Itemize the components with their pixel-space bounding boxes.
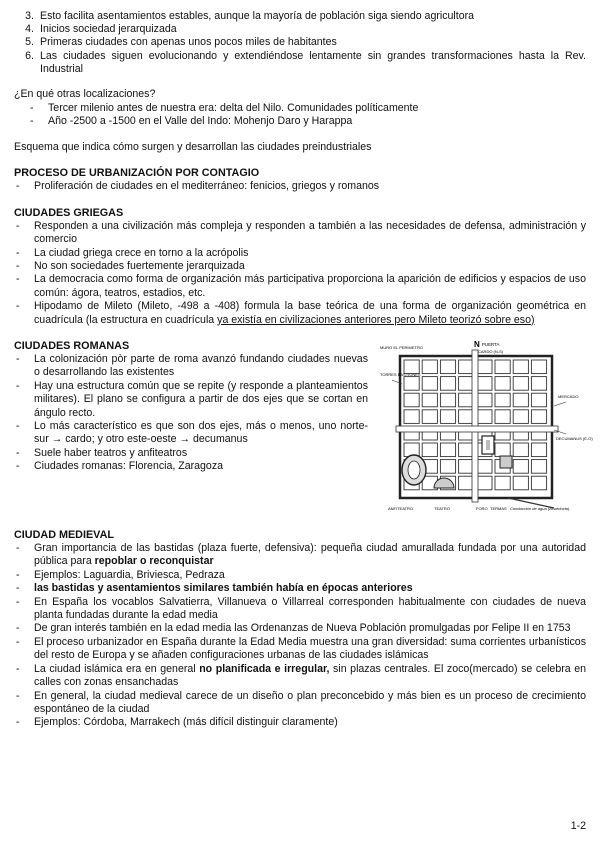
list-item: - En general, la ciudad medieval carece de un diseño o plan preconcebido y más bien es un proceso de crecimiento espontáneo de la ciudad — [16, 689, 586, 715]
list-item: 6. Las ciudades siguen evolucionando y extendiéndose lentamente sin grandes transformaciones hasta la Rev. Industrial — [25, 49, 586, 75]
mercado-label: MERCADO — [558, 394, 579, 400]
city-block — [513, 377, 528, 391]
city-block — [422, 410, 437, 424]
city-block — [422, 443, 437, 457]
city-block — [440, 443, 455, 457]
city-block — [531, 410, 546, 424]
section-title-medieval: CIUDAD MEDIEVAL — [14, 529, 114, 542]
city-block — [477, 377, 492, 391]
list-item: - El proceso urbanizador en España durante la Edad Media muestra una gran diversidad: suma corrientes urbanísticos del resto de Europa y se añaden configuraciones urbanas de las ciudades islámicas — [16, 635, 586, 662]
city-block — [513, 410, 528, 424]
cardo-label: CARDO (N-S) — [478, 349, 504, 355]
city-block — [404, 377, 419, 391]
city-block — [404, 393, 419, 407]
city-block — [495, 410, 510, 424]
esquema-text: Esquema que indica cómo surgen y desarrollan las ciudades preindustriales — [14, 140, 372, 153]
city-block — [531, 443, 546, 457]
city-block — [477, 360, 492, 374]
city-block — [459, 460, 474, 474]
decumanus-axis — [396, 426, 558, 432]
list-item: - Ciudades romanas: Florencia, Zaragoza — [16, 460, 224, 473]
list-item: - Proliferación de ciudades en el mediterráneo: fenicios, griegos y romanos — [16, 180, 380, 193]
city-block — [459, 476, 474, 490]
city-block — [477, 476, 492, 490]
city-block — [459, 410, 474, 424]
section-title-romanas: CIUDADES ROMANAS — [14, 340, 130, 353]
list-item: - Año -2500 a -1500 en el Valle del Indo: Mohenjo Daro y Harappa — [30, 115, 353, 128]
city-block — [459, 443, 474, 457]
foro-label: FORO — [476, 506, 488, 512]
list-item: - La ciudad griega crece en torno a la acrópolis — [16, 246, 249, 259]
city-block — [495, 443, 510, 457]
city-block — [513, 476, 528, 490]
muro-label: MURO EL PERIMETRO — [380, 345, 423, 351]
city-block — [477, 460, 492, 474]
city-block — [531, 377, 546, 391]
city-block — [440, 377, 455, 391]
list-item: - De gran interés también en la edad media las Ordenanzas de Nueva Población promulgadas por Felipe II en 1753 — [16, 622, 571, 635]
city-block — [531, 393, 546, 407]
roman-city-plan-figure — [378, 340, 593, 516]
termas-label: TERMAS — [490, 506, 507, 512]
section-title-griegas: CIUDADES GRIEGAS — [14, 206, 124, 219]
list-item: - La democracia como forma de organización más participativa proporciona la aparición de edificios y espacios de uso común: ágora, teatros, estadios, etc. — [16, 273, 586, 299]
list-item: - Tercer milenio antes de nuestra era: delta del Nilo. Comunidades políticamente — [30, 101, 419, 114]
city-block — [440, 410, 455, 424]
city-block — [477, 393, 492, 407]
city-block — [422, 360, 437, 374]
decumanus-label: DECUMANUS (E-O) — [556, 436, 593, 442]
list-item: - La colonización pòr parte de roma avanzó fundando ciudades nuevas o desarrollando las existentes — [16, 353, 368, 379]
section-title-contagio: PROCESO DE URBANIZACIÓN POR CONTAGIO — [14, 167, 260, 180]
city-block — [459, 360, 474, 374]
localizaciones-question: ¿En qué otras localizaciones? — [14, 88, 156, 101]
list-item: - En España los vocablos Salvatierra, Villanueva o Villarreal corresponden habitualmente con ciudades de nueva planta fundadas durante la edad media — [16, 595, 586, 622]
list-item: - Suele haber teatros y anfiteatros — [16, 446, 188, 459]
city-block — [459, 377, 474, 391]
city-block — [404, 410, 419, 424]
list-item: - No son sociedades fuertemente jerarquizada — [16, 260, 245, 273]
list-item: - La ciudad islámica era en general no planificada e irregular, sin plazas centrales. El zoco(mercado) se celebra en calles con zonas ensanchadas — [16, 662, 587, 689]
city-block — [495, 360, 510, 374]
list-item: - Ejemplos: Córdoba, Marrakech (más difícil distinguir claramente) — [16, 716, 338, 729]
city-block — [513, 360, 528, 374]
list-item: 4. Inicios sociedad jerarquizada — [25, 23, 177, 36]
list-item: - Lo más característico es que son dos ejes, más o menos, uno norte-sur → cardo; y otro este-oeste → decumanus — [16, 420, 368, 446]
intro-numbered-list — [14, 10, 586, 76]
city-block — [495, 393, 510, 407]
teatro-label: TEATRO — [434, 506, 450, 512]
conduccion-label: Conducción de agua (Acueducto) — [510, 506, 570, 512]
list-item: 3. Esto facilita asentamientos estables, aunque la mayoría de población siga siendo agricultora — [25, 10, 475, 22]
city-block — [513, 460, 528, 474]
list-item: - las bastidas y asentamientos similares también había en épocas anteriores — [16, 582, 413, 595]
puerta-label: PUERTA — [482, 342, 500, 348]
city-block — [477, 410, 492, 424]
city-block — [440, 360, 455, 374]
city-block — [513, 443, 528, 457]
city-block — [440, 460, 455, 474]
city-block — [513, 393, 528, 407]
city-block — [531, 476, 546, 490]
page-number: 1-2 — [570, 820, 586, 832]
city-block — [495, 476, 510, 490]
north-label: N — [474, 340, 480, 350]
anfiteatro-label: ANFITEATRO — [388, 506, 414, 512]
city-block — [422, 377, 437, 391]
underlined-note: ya existía en civilizaciones anteriores pero Mileto teorizó sobre eso) — [217, 313, 535, 326]
list-item: 5. Primeras ciudades con apenas unos pocos miles de habitantes — [25, 36, 337, 49]
city-block — [422, 393, 437, 407]
city-block — [531, 360, 546, 374]
city-block — [495, 377, 510, 391]
city-block — [459, 393, 474, 407]
list-item: - Ejemplos: Laguardia, Briviesca, Pedraza — [16, 568, 225, 581]
list-item: - Hipodamo de Mileto (Mileto, -498 a -408) formula la base teórica de una forma de organización geométrica en cuadrícula (la estructura en cuadrícula ya existía en civilizaciones anteriores pero Mileto teorizó sobre eso) — [16, 300, 586, 326]
document-page — [14, 10, 593, 730]
baths — [500, 456, 512, 468]
list-item: - Responden a una civilización más compleja y responden a también a las necesidades de defensa, administración y comercio — [16, 219, 586, 246]
romanas-section — [14, 339, 593, 516]
city-block — [440, 393, 455, 407]
list-item: - Gran importancia de las bastidas (plaza fuerte, defensiva): pequeña ciudad amurallada fundada por una autoridad pública para repoblar o reconquistar — [16, 542, 586, 568]
list-item: - Hay una estructura común que se repite (y responde a planteamientos militares). El plano se configura a partir de dos ejes que se cortan en ángulo recto. — [16, 379, 368, 419]
torres-label: TORRES BASTIONES — [380, 372, 421, 378]
city-block — [531, 460, 546, 474]
